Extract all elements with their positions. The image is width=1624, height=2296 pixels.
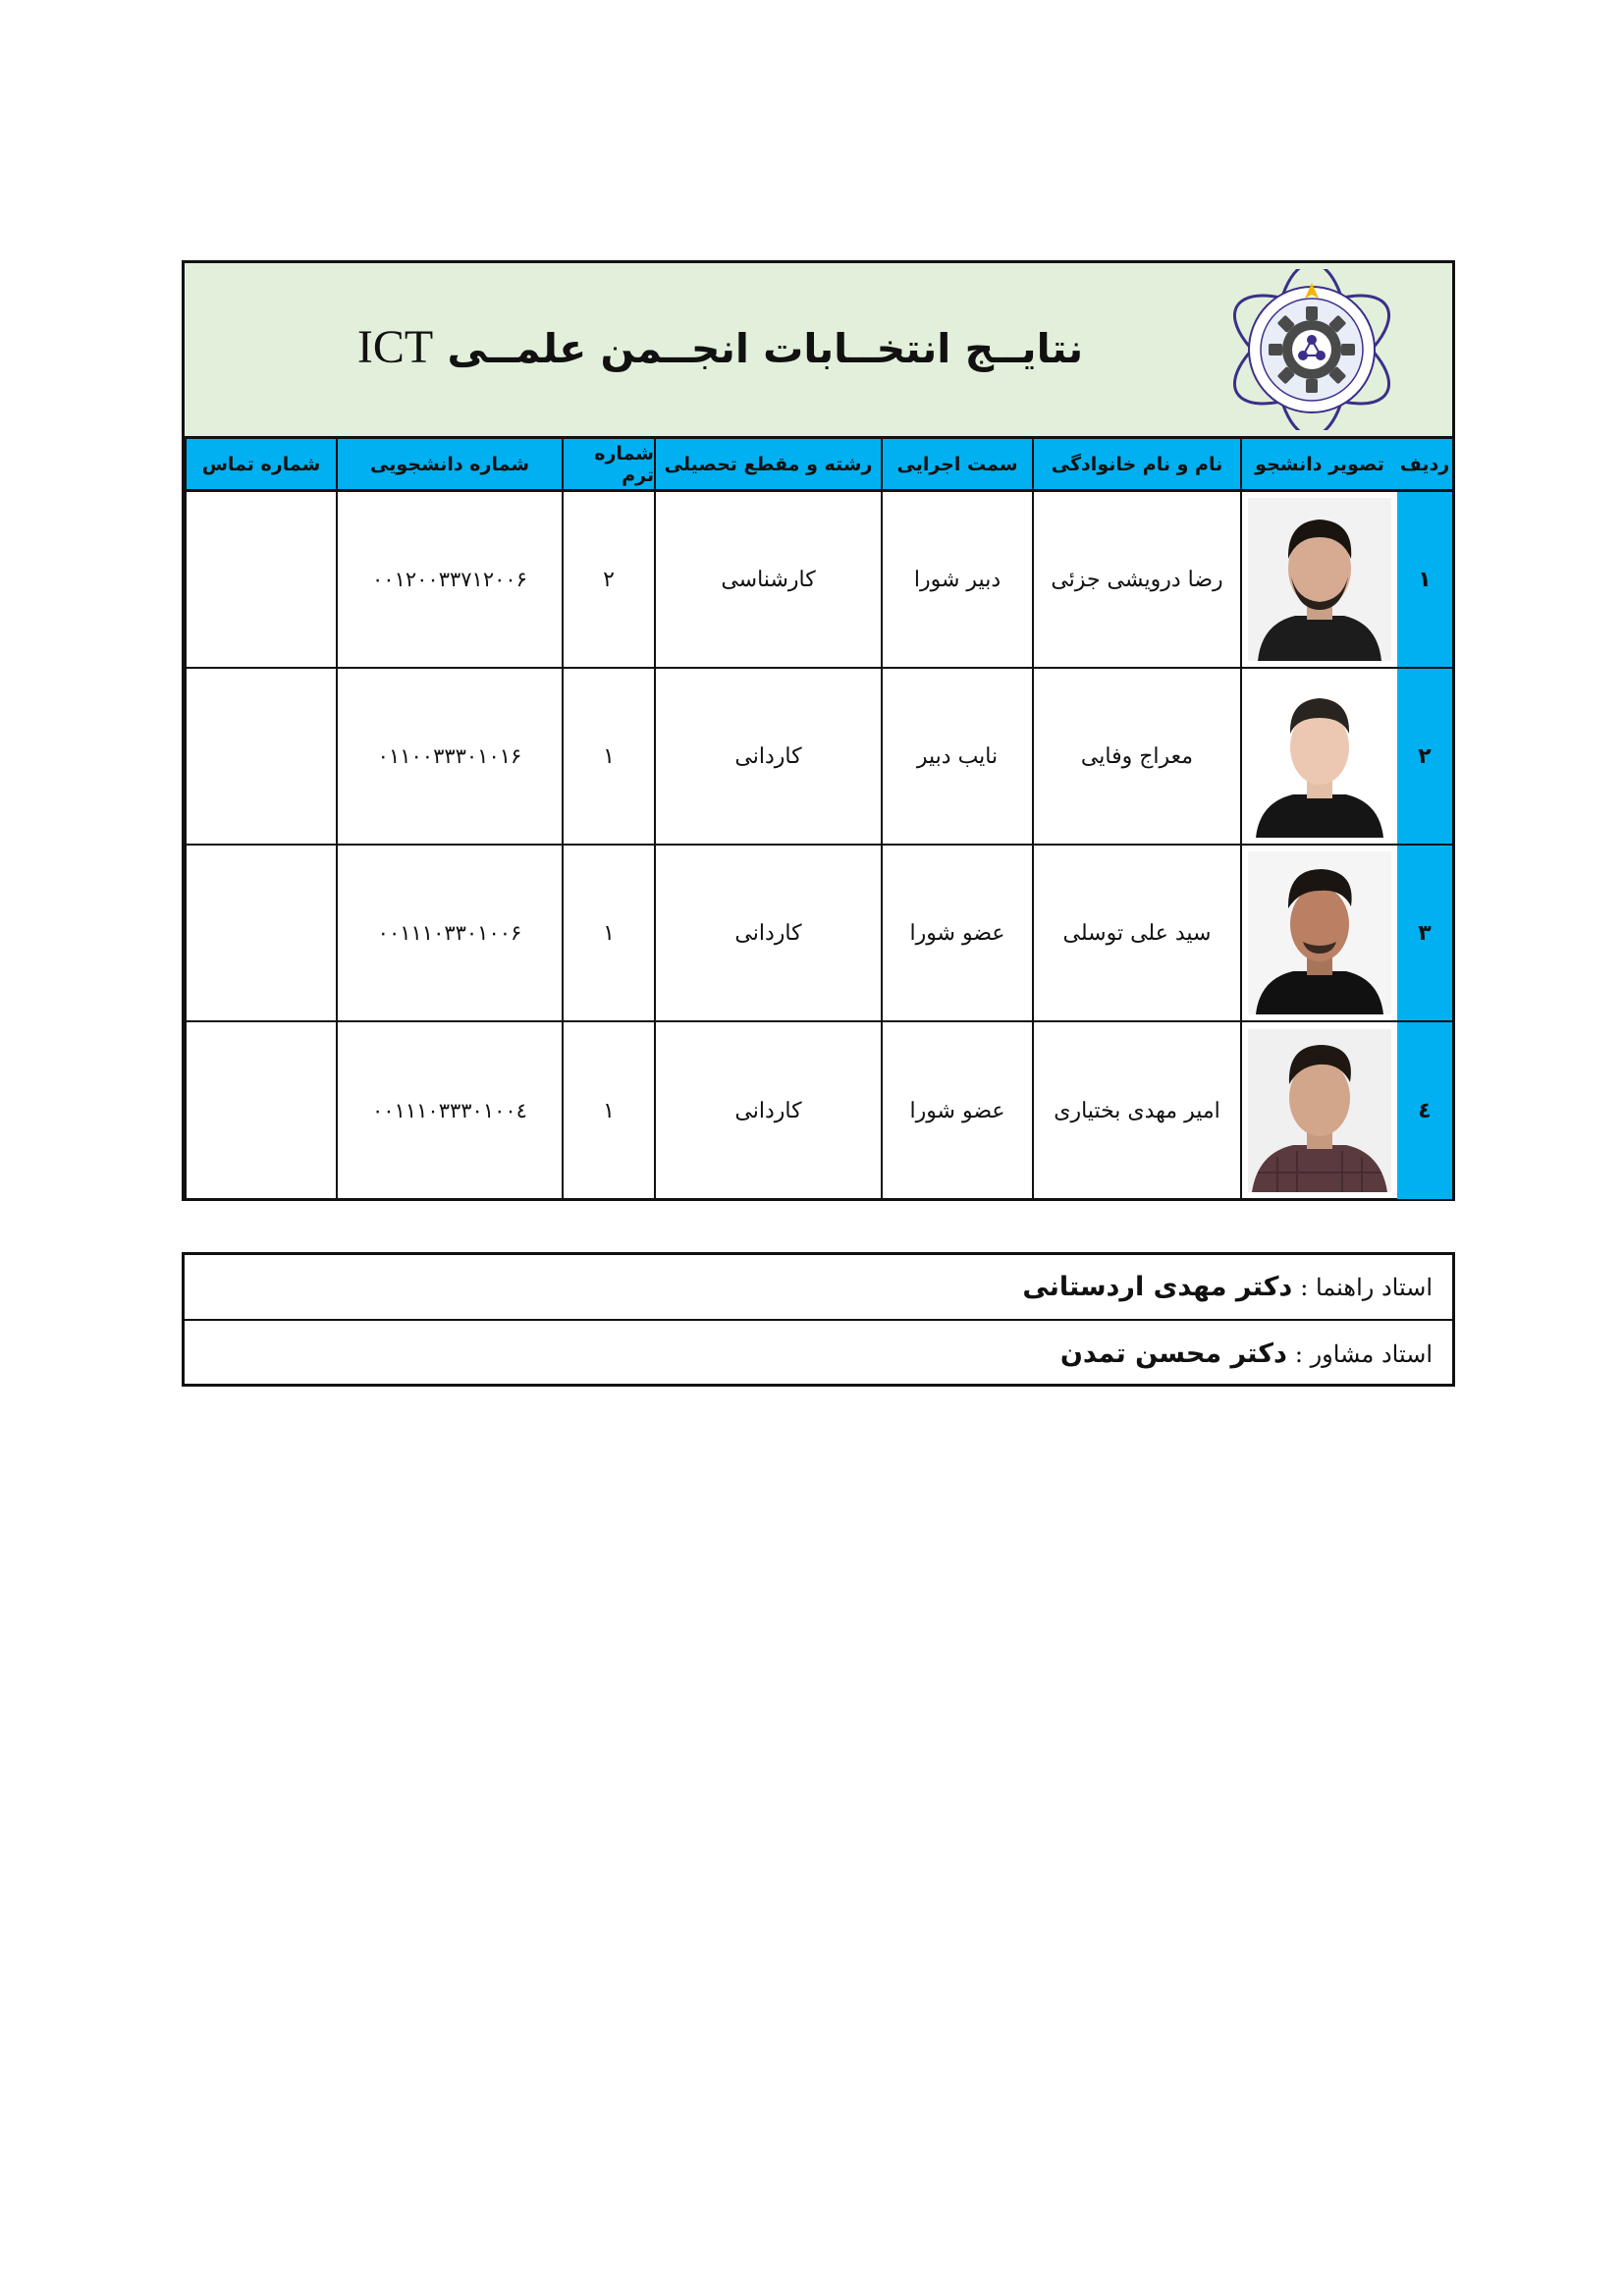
student-photo-cell [1240, 492, 1397, 667]
header-photo: تصویر دانشجو [1240, 439, 1397, 489]
table-row [185, 669, 1452, 846]
student-portrait-icon [1248, 498, 1391, 661]
header-term: شماره ترم [562, 439, 654, 489]
student-term: ۲ [562, 492, 654, 667]
supervisor-row [185, 1255, 1452, 1321]
header-row [185, 439, 1452, 492]
student-contact [185, 492, 336, 667]
consultant-name: دکتر محسن تمدن [1059, 1339, 1287, 1369]
title-persian: نتایــج انتخــابات انجــمن علمــی [447, 325, 1084, 372]
consultant-label: استاد مشاور : [1294, 1339, 1433, 1368]
student-name: معراج وفایی [1032, 669, 1240, 844]
header-field: رشته و مقطع تحصیلی [654, 439, 881, 489]
row-number: ۱ [1397, 492, 1452, 667]
student-name: رضا درویشی جزئی [1032, 492, 1240, 667]
row-number: ۳ [1397, 846, 1452, 1020]
supervisor-label: استاد راهنما : [1300, 1273, 1433, 1301]
student-term: ۱ [562, 669, 654, 844]
title-latin: ICT [356, 321, 434, 373]
student-photo-cell [1240, 846, 1397, 1020]
student-contact [185, 1022, 336, 1199]
table-row [185, 846, 1452, 1022]
advisors-table [182, 1252, 1455, 1387]
header-role: سمت اجرایی [881, 439, 1032, 489]
student-photo-cell [1240, 669, 1397, 844]
student-field: کاردانی [654, 846, 881, 1020]
student-name: سید علی توسلی [1032, 846, 1240, 1020]
student-portrait-icon [1248, 675, 1391, 838]
student-id: ۰۰۱۱۱۰۳۳۳۰۱۰۰٤ [336, 1022, 562, 1199]
student-name: امیر مهدی بختیاری [1032, 1022, 1240, 1199]
student-portrait-icon [1248, 1029, 1391, 1192]
page-title [185, 320, 1256, 374]
table-row [185, 1022, 1452, 1199]
student-contact [185, 669, 336, 844]
student-field: کارشناسی [654, 492, 881, 667]
header-row-number: ردیف [1399, 453, 1450, 475]
student-photo-cell [1240, 1022, 1397, 1199]
title-band [185, 263, 1452, 439]
student-field: کاردانی [654, 669, 881, 844]
table-body [185, 492, 1452, 1198]
student-role: دبیر شورا [881, 492, 1032, 667]
header-name: نام و نام خانوادگی [1032, 439, 1240, 489]
election-results-table [182, 260, 1455, 1201]
student-contact [185, 846, 336, 1020]
supervisor-name: دکتر مهدی اردستانی [1022, 1272, 1293, 1302]
student-role: عضو شورا [881, 846, 1032, 1020]
student-portrait-icon [1248, 851, 1391, 1014]
student-field: کاردانی [654, 1022, 881, 1199]
table-row [185, 492, 1452, 669]
row-number: ٤ [1397, 1022, 1452, 1199]
association-gear-logo-icon [1220, 269, 1403, 430]
row-number: ۲ [1397, 669, 1452, 844]
student-id: ۰۰۱۱۱۰۳۳۰۱۰۰۶ [336, 846, 562, 1020]
header-student-id: شماره دانشجویی [336, 439, 562, 489]
consultant-row [185, 1321, 1452, 1387]
student-term: ۱ [562, 846, 654, 1020]
header-contact: شماره تماس [185, 439, 336, 489]
student-role: عضو شورا [881, 1022, 1032, 1199]
student-id: ۰۰۱۲۰۰۳۳۷۱۲۰۰۶ [336, 492, 562, 667]
student-term: ۱ [562, 1022, 654, 1199]
student-role: نایب دبیر [881, 669, 1032, 844]
student-id: ۰۱۱۰۰۳۳۳۰۱۰۱۶ [336, 669, 562, 844]
